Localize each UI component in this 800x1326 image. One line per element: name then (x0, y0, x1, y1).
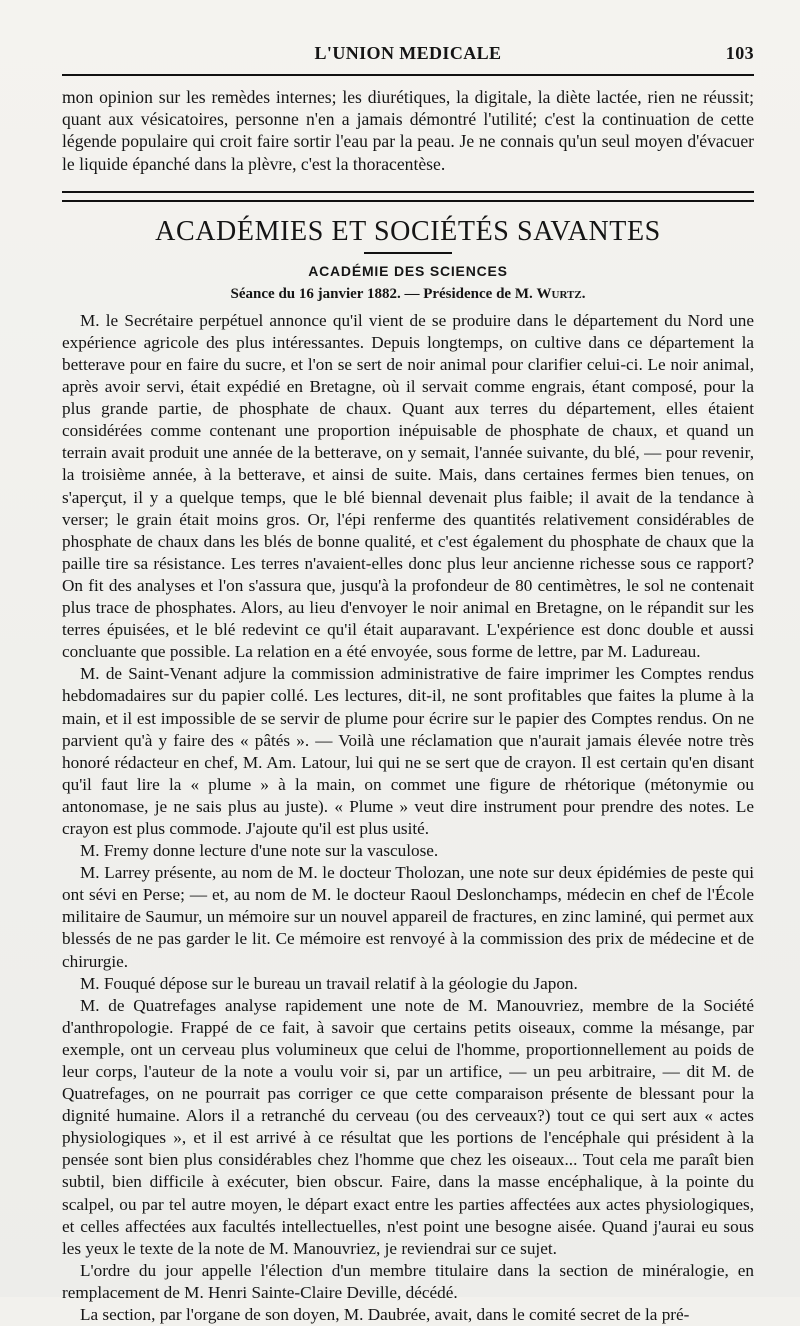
session-line (62, 284, 754, 304)
page-content (62, 86, 754, 1326)
paragraph-5: M. Fouqué dépose sur le bureau un travail relatif à la géologie du Japon. (80, 973, 578, 993)
paragraph-8: La section, par l'organe de son doyen, M. Daubrée, avait, dans le comité secret de la pré- (80, 1305, 690, 1325)
section-title: ACADÉMIES ET SOCIÉTÉS SAVANTES (155, 215, 661, 247)
intro-paragraph: mon opinion sur les remèdes internes; les diurétiques, la digitale, la diète lactée, rien ne réussit; quant aux vésicatoires, personne n'en a jamais démontré l'utilité; c'est la continuation de cette légende populaire qui croit faire sortir l'eau par la peau. Je ne connais qu'un seul moyen d'évacuer le liquide épanché dans la plèvre, c'est la thoracentèse. (62, 87, 754, 174)
session-prefix: Séance du 16 janvier 1882. — Présidence de M. (230, 285, 537, 302)
president-name: Wurtz (536, 285, 582, 302)
paragraph-6: M. de Quatrefages analyse rapidement une note de M. Manouvriez, membre de la Société d'anthropologie. Frappé de ce fait, à savoir que certains petits oiseaux, comme la mésange, par exemple, ont un cerveau plus volumineux que celui de l'homme, proportionnellement au poids de leur corps, l'auteur de la note a voulu voir si, par un artifice, — un peu arbitraire, — dit M. de Quatrefages, on ne pourrait pas corriger ce que cette comparaison présente de blessant pour la dignité humaine. Alors il a retranché du cerveau (ou des cerveaux?) tout ce qui sert aux « actes physiologiques », et il est arrivé à ce résultat que les portions de l'encéphale qui président à la pensée sont bien plus considérables chez l'homme que chez les oiseaux... Tout cela me paraît bien subtil, bien difficile à exécuter, bien obscur. Faire, dans la masse encéphalique, à la pointe du scalpel, ou par tel autre moyen, le départ exact entre les parties affectées aux actes physiologiques, et celles affectées aux facultés intellectuelles, n'est point une besogne aisée. Quand j'aurai eu sous les yeux le texte de la note de M. Manouvriez, je reviendrai sur ce sujet. (62, 995, 754, 1258)
section-separator (62, 191, 754, 202)
header-rule (62, 74, 754, 76)
subsection-title: ACADÉMIE DES SCIENCES (308, 262, 508, 279)
running-header (62, 43, 754, 73)
body-text (62, 310, 754, 1326)
session-suffix: . (581, 285, 586, 302)
page-number: 103 (725, 43, 754, 63)
journal-title: L'UNION MEDICALE (314, 43, 502, 63)
paragraph-1: M. le Secrétaire perpétuel annonce qu'il vient de se produire dans le département du Nord une expérience agricole des plus intéressantes. Depuis longtemps, on cultive dans ce département la betterave pour en faire du sucre, et l'on se sert de noir animal pour clarifier celui-ci. Le noir animal, après avoir servi, était expédié en Bretagne, où il servait comme engrais, étant composé, pour la plus grande partie, de phosphate de chaux. Quant aux terres du département, elles étaient considérées comme contenant une proportion inépuisable de phosphate de chaux, et quand un terrain avait produit une année de la betterave, on y semait, l'année suivante, du blé, — pour revenir, la troisième année, à la betterave, et ainsi de suite. Mais, dans certaines fermes bien tenues, on s'aperçut, il y a quelque temps, que le blé biennal devenait plus faible; il avait de la tendance à verser; le grain était moins gros. Or, l'épi renferme des quantités relativement considérables de phosphate de chaux dans les blés de bonne qualité, et c'est également du phosphate de chaux que la paille tire sa résistance. Les terres n'avaient-elles donc plus leur ancienne richesse sous ce rapport? On fit des analyses et l'on s'assura que, jusqu'à la profondeur de 80 centimètres, le sol ne contenait plus trace de phosphates. Alors, au lieu d'envoyer le noir animal en Bretagne, on le répandit sur les terres épuisées, et le blé redevint ce qu'il était auparavant. L'expérience est donc double et aussi concluante que possible. La relation en a été envoyée, sous forme de lettre, par M. Ladureau. (62, 310, 754, 662)
paragraph-2: M. de Saint-Venant adjure la commission administrative de faire imprimer les Comptes rendus hebdomadaires sur du papier collé. Les lectures, dit-il, ne sont profitables que faites la plume à la main, et il est impossible de se servir de plume pour écrire sur le papier des Comptes rendus. On ne parvient qu'à y faire des « pâtés ». — Voilà une réclamation que n'aurait jamais élevée notre très honoré rédacteur en chef, M. Am. Latour, lui qui ne se sert que de crayon. Il est certain qu'en disant qu'il faut lire la « plume » à la main, on commet une figure de rhétorique (métonymie ou antonomase, je ne sais plus au juste). « Plume » veut dire instrument pour prendre des notes. Le crayon est plus commode. J'ajoute qu'il est plus usité. (62, 664, 754, 838)
paragraph-7: L'ordre du jour appelle l'élection d'un membre titulaire dans la section de minéralogie, en remplacement de M. Henri Sainte-Claire Deville, décédé. (62, 1260, 754, 1302)
paragraph-4: M. Larrey présente, au nom de M. le docteur Tholozan, une note sur deux épidémies de peste qui ont sévi en Perse; — et, au nom de M. le docteur Raoul Deslonchamps, médecin en chef de l'École militaire de Saumur, un mémoire sur un nouvel appareil de fractures, en zinc laminé, qui permet aux blessés de ne pas garder le lit. Ce mémoire est renvoyé à la commission des prix de médecine et de chirurgie. (62, 863, 754, 971)
title-rule (364, 252, 452, 254)
paragraph-3: M. Fremy donne lecture d'une note sur la vasculose. (80, 841, 439, 861)
